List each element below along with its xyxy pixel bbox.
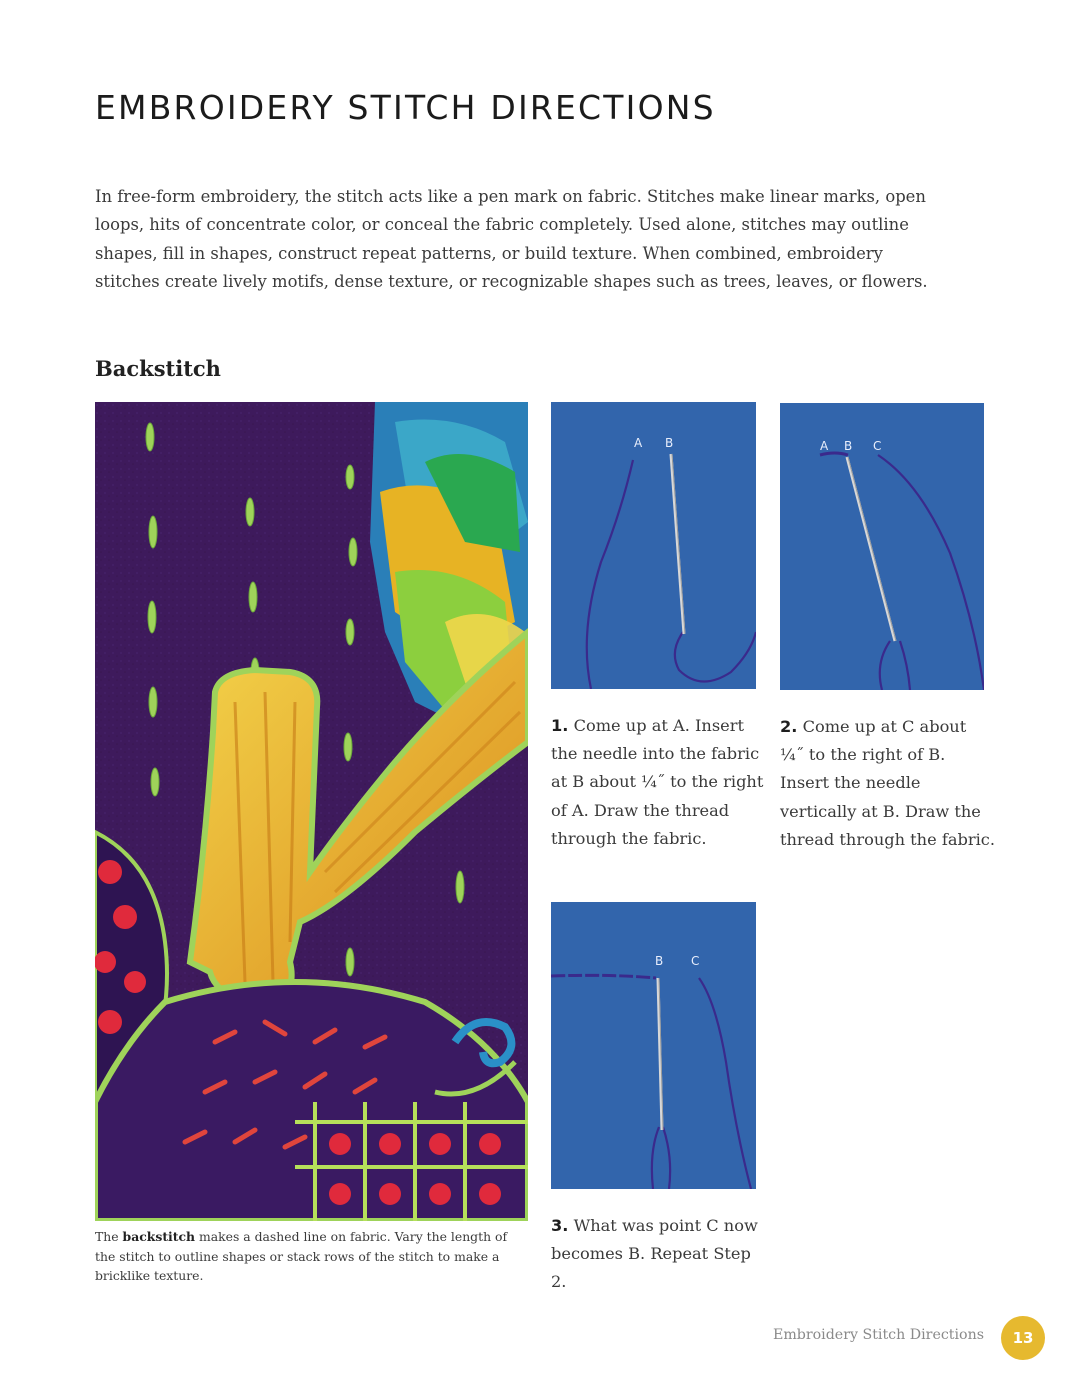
step3-text: What was point C now becomes B. Repeat Step 2. bbox=[551, 1216, 758, 1292]
point-a-label: A bbox=[634, 436, 643, 450]
section-heading: Backstitch bbox=[95, 356, 221, 381]
point-b-label: B bbox=[665, 436, 674, 450]
page-number-badge: 13 bbox=[1001, 1316, 1045, 1360]
photo-caption bbox=[95, 1227, 515, 1286]
point-a-label: A bbox=[820, 439, 829, 453]
step1-photo bbox=[551, 402, 756, 689]
running-footer: Embroidery Stitch Directions bbox=[772, 1327, 984, 1343]
point-c-label: C bbox=[691, 954, 700, 968]
step2-number: 2. bbox=[780, 717, 798, 736]
step1-number: 1. bbox=[551, 716, 569, 735]
step3-photo bbox=[551, 902, 756, 1189]
point-b-label: B bbox=[844, 439, 853, 453]
step2-instruction bbox=[780, 713, 995, 854]
page-title: EMBROIDERY STITCH DIRECTIONS bbox=[95, 88, 716, 127]
step3-number: 3. bbox=[551, 1216, 569, 1235]
caption-bold-term: backstitch bbox=[122, 1229, 196, 1244]
point-c-label: C bbox=[873, 439, 882, 453]
step2-photo bbox=[780, 403, 984, 690]
step1-text: Come up at A. Insert the needle into the fabric at B about ¼˝ to the right of A. Draw the thread through the fabric. bbox=[551, 716, 764, 848]
intro-paragraph: In free-form embroidery, the stitch acts like a pen mark on fabric. Stitches make linear marks, open loops, hits of concentrate color, or conceal the fabric completely. Used alone, stitches may outline shapes, fill in shapes, construct repeat patterns, or build texture. When combined, embroidery stitches create lively motifs, dense texture, or recognizable shapes such as trees, leaves, or flowers. bbox=[95, 187, 928, 292]
caption-prefix: The bbox=[95, 1229, 123, 1244]
backstitch-embroidery-photo bbox=[95, 402, 528, 1221]
step1-instruction bbox=[551, 712, 766, 853]
step2-text: Come up at C about ¼˝ to the right of B. Insert the needle vertically at B. Draw the thread through the fabric. bbox=[780, 717, 995, 849]
step3-instruction bbox=[551, 1212, 771, 1297]
point-b-label: B bbox=[655, 954, 664, 968]
caption-rest: makes a dashed line on fabric. Vary the length of the stitch to outline shapes or stack rows of the stitch to make a bricklike texture. bbox=[95, 1229, 508, 1284]
